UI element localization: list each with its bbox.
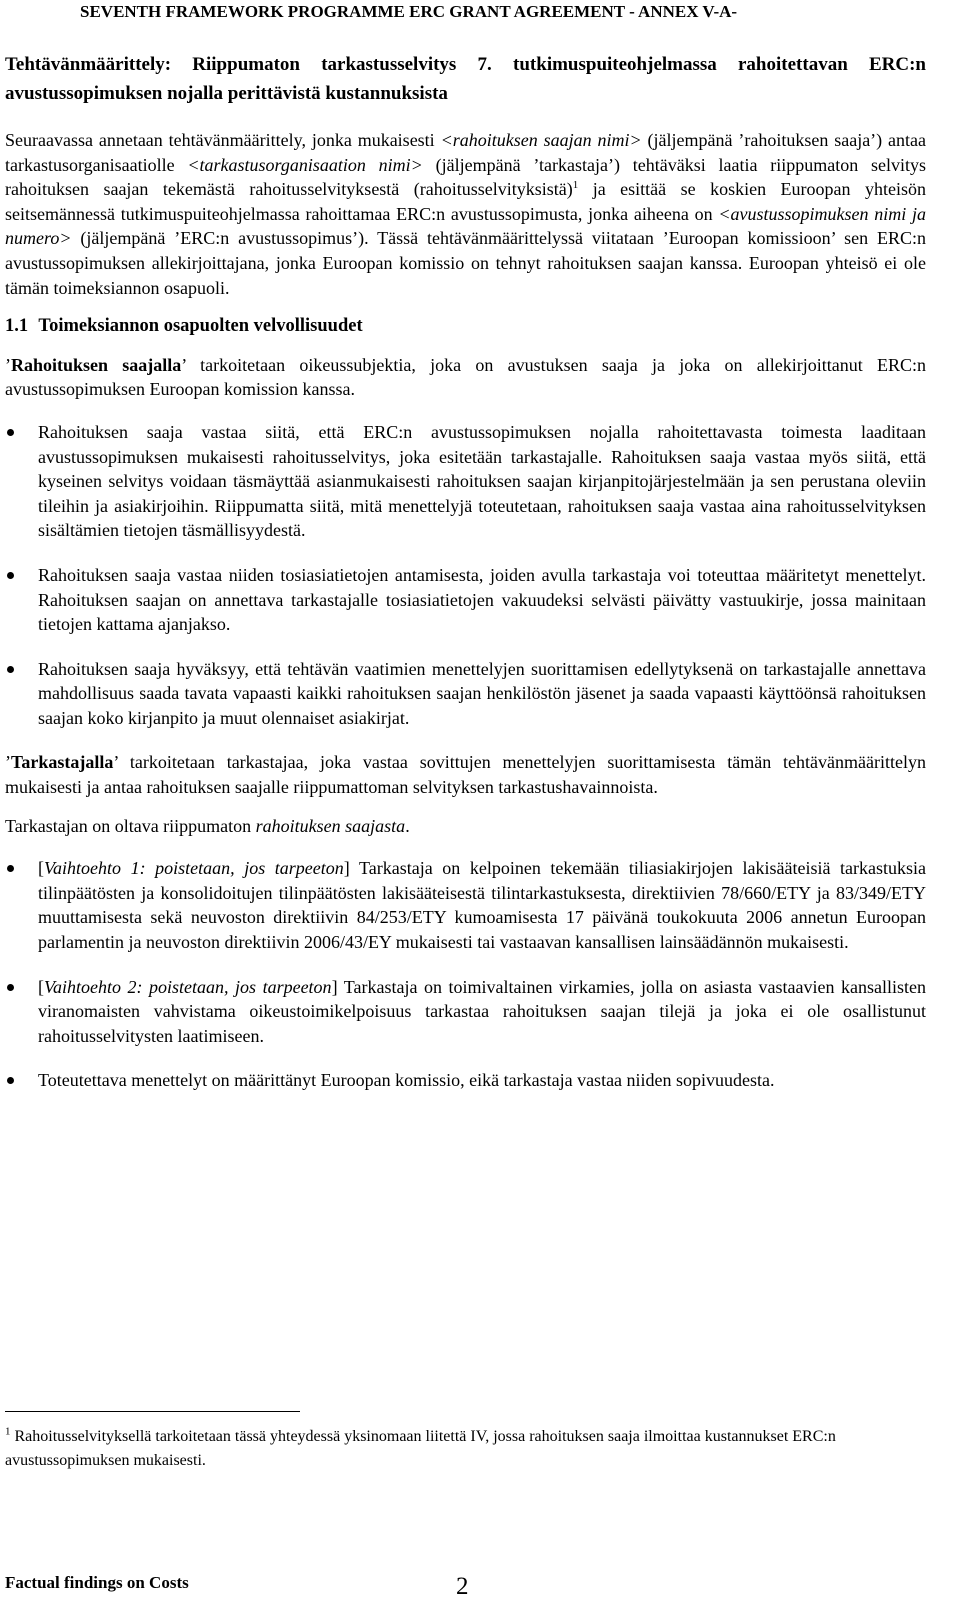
document-body: [5, 128, 926, 1113]
option-close-bracket: ]: [343, 858, 350, 879]
independence-paragraph: [5, 814, 926, 839]
auditor-open-quote: ’: [5, 752, 11, 773]
beneficiary-open-quote: ’: [5, 354, 11, 375]
page-title: Tehtävänmäärittely: Riippumaton tarkastusselvitys 7. tutkimuspuiteohjelmassa rahoitettavan ERC:n avustussopimuksen nojalla perittävistä kustannuksista: [5, 54, 926, 104]
section-number: 1.1: [5, 316, 29, 337]
list-item: [5, 563, 926, 637]
option-label: Vaihtoehto 2: poistetaan, jos tarpeeton: [44, 976, 332, 997]
agreement-name-placeholder: <avustussopimuksen nimi ja numero>: [5, 203, 926, 249]
auditor-bullet-list: [5, 856, 926, 1093]
option-close-bracket: ]: [331, 976, 338, 997]
list-item-text: Tarkastaja on kelpoinen tekemään tiliasiakirjojen lakisääteisiä tarkastuksia tilinpäätösten ja konsolidoitujen tilinpäätösten lakisääteisestä tilintarkastuksesta, direktiivien 78/660/ETY ja 83/349/ETY muuttamisesta sekä neuvoston direktiivin 84/253/ETY kumoamisesta 17 päivänä toukokuuta 2006 annetun Euroopan parlamentin ja neuvoston direktiivin 2006/43/EY mukaisesti tai vastaavan kansallisen lainsäädännön mukaisesti.: [38, 858, 926, 953]
footnote: [5, 1425, 926, 1473]
option-label: Vaihtoehto 1: poistetaan, jos tarpeeton: [44, 858, 344, 879]
beneficiary-definition: [5, 353, 926, 402]
footnote-marker: 1: [5, 1425, 11, 1438]
auditor-definition: [5, 750, 926, 799]
bullet-icon: [7, 984, 14, 991]
footnote-divider: [5, 1411, 300, 1412]
independence-text-2: .: [405, 815, 410, 836]
option-open-bracket: [: [38, 976, 44, 997]
bullet-icon: [7, 865, 14, 872]
list-item: [5, 856, 926, 954]
footnote-text: Rahoitusselvityksellä tarkoitetaan tässä yhteydessä yksinomaan liitettä IV, jossa rahoituksen saaja ilmoittaa kustannukset ERC:n avustussopimuksen mukaisesti.: [5, 1428, 836, 1469]
beneficiary-name-placeholder: <rahoituksen saajan nimi>: [440, 130, 642, 150]
page-number: 2: [456, 1573, 469, 1600]
list-item-text: Tarkastaja on toimivaltainen virkamies, jolla on asiasta vastaavien kansallisten viranomaisten vahvistama oikeustoimikelpoisuus tarkastaa rahoituksen saajan tilejä ja joka ei ole osallistunut rahoitusselvitysten laatimiseen.: [38, 976, 926, 1046]
intro-paragraph: [5, 128, 926, 300]
bullet-icon: [7, 666, 14, 673]
running-head: SEVENTH FRAMEWORK PROGRAMME ERC GRANT AGREEMENT - ANNEX V-A-: [80, 2, 738, 21]
bullet-icon: [7, 429, 14, 436]
intro-text-1: Seuraavassa annetaan tehtävänmäärittely, jonka mukaisesti: [5, 130, 441, 150]
intro-text-4: ja esittää se koskien Euroopan yhteisön seitsemännessä tutkimuspuiteohjelmassa rahoittamaa ERC:n avustussopimusta, jonka aiheena on: [5, 179, 926, 224]
option-open-bracket: [: [38, 858, 44, 879]
beneficiary-definition-text: ’ tarkoitetaan oikeussubjektia, joka on avustuksen saaja ja joka on allekirjoittanut ERC:n avustussopimuksen Euroopan komission kanssa.: [5, 354, 926, 400]
list-item-text: Toteutettava menettelyt on määrittänyt Euroopan komissio, eikä tarkastaja vastaa niiden sopivuudesta.: [38, 1070, 775, 1091]
list-item: [5, 1068, 926, 1093]
list-item-text: Rahoituksen saaja hyväksyy, että tehtävän vaatimien menettelyjen suorittamisen edellytyksenä on tarkastajalle annettava mahdollisuus saada tavata vapaasti kaikki rahoituksen saajan henkilöstön jäsenet ja saada vapaasti käyttöönsä rahoituksen saajan koko kirjanpito ja muut olennaiset asiakirjat.: [38, 658, 926, 728]
list-item: [5, 975, 926, 1049]
independence-term: rahoituksen saajasta: [255, 815, 406, 836]
intro-text-2: (jäljempänä ’rahoituksen saaja’) antaa tarkastusorganisaatiolle: [5, 130, 927, 175]
intro-text-3: (jäljempänä ’tarkastaja’) tehtäväksi laatia riippumaton selvitys rahoituksen saajan tekemästä rahoitusselvityksestä (rahoitusselvityksistä): [5, 154, 926, 200]
beneficiary-bullet-list: [5, 420, 926, 731]
list-item-text: Rahoituksen saaja vastaa siitä, että ERC:n avustussopimuksen nojalla rahoitettavasta toimesta laaditaan avustussopimuksen mukaisesti rahoitusselvitys, joka esitetään tarkastajalle. Rahoituksen saaja vastaa myös siitä, että kyseinen selvitys voidaan täsmäyttää asianmukaisesti rahoituksen saajan kirjanpitojärjestelmään ja sen perustana oleviin tileihin ja asiakirjoihin. Riippumatta siitä, mitä menettelyjä toteutetaan, rahoituksen saaja vastaa aina rahoitusselvityksen sisältämien tietojen täsmällisyydestä.: [38, 421, 926, 541]
section-heading: [5, 314, 926, 339]
footnote-reference: 1: [572, 179, 579, 192]
list-item-text: Rahoituksen saaja vastaa niiden tosiasiatietojen antamisesta, joiden avulla tarkastaja voi toteuttaa määritetyt menettelyt. Rahoituksen saajan on annettava tarkastajalle tosiasiatietojen vakuudeksi selvästi päivätty vastuukirje, jossa mainitaan tietojen kattama ajanjakso.: [38, 564, 926, 635]
list-item: [5, 420, 926, 543]
auditor-term: Tarkastajalla: [11, 752, 114, 773]
bullet-icon: [7, 572, 14, 579]
bullet-icon: [7, 1077, 14, 1084]
list-item: [5, 657, 926, 731]
section-title: Toimeksiannon osapuolten velvollisuudet: [38, 316, 363, 337]
intro-text-5: (jäljempänä ’ERC:n avustussopimus’). Tässä tehtävänmäärittelyssä viitataan ’Euroopan komissioon’ sen ERC:n avustussopimuksen allekirjoittajana, jonka Euroopan komissio on tehnyt rahoituksen saajan kanssa. Euroopan yhteisö ei ole tämän toimeksiannon osapuoli.: [5, 228, 926, 298]
independence-text-1: Tarkastajan on oltava riippumaton: [5, 815, 256, 836]
auditor-definition-text: ’ tarkoitetaan tarkastajaa, joka vastaa sovittujen menettelyjen suorittamisesta tämän tehtävänmäärittelyn mukaisesti ja antaa rahoituksen saajalle riippumattoman selvityksen tarkastushavainnoista.: [5, 752, 926, 798]
footer-label: Factual findings on Costs: [5, 1573, 189, 1592]
beneficiary-term: Rahoituksen saajalla: [11, 354, 182, 375]
auditor-name-placeholder: <tarkastusorganisaation nimi>: [187, 154, 423, 175]
